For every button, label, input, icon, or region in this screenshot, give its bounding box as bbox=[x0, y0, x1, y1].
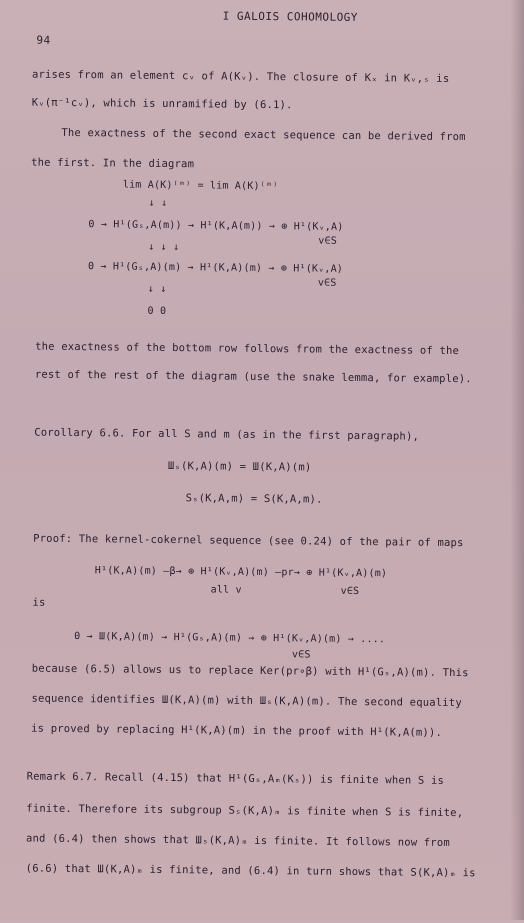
text-line: and (6.4) then shows that Шₛ(K,A)ₘ is finite. It follows now from bbox=[25, 832, 450, 849]
map-subscript: v∈S bbox=[340, 585, 360, 598]
text-line: Kᵥ(π⁻¹cᵥ), which is unramified by (6.1). bbox=[31, 96, 293, 112]
equation: Sₛ(K,A,m) = S(K,A,m). bbox=[185, 492, 323, 506]
sequence-line: 0 → Ш(K,A)(m) → H¹(Gₛ,A)(m) → ⊕ H¹(Kᵥ,A)(m) → .... bbox=[74, 631, 386, 646]
running-title: I GALOIS COHOMOLOGY bbox=[222, 9, 359, 24]
map-subscript: all v bbox=[210, 584, 242, 596]
map-line: H¹(K,A)(m) —β→ ⊕ H¹(Kᵥ,A)(m) —pr→ ⊕ H¹(Kᵥ,A)(m) bbox=[94, 565, 388, 580]
diagram-row: ↓ ↓ ↓ bbox=[148, 241, 180, 254]
diagram-subscript: v∈S bbox=[318, 235, 338, 247]
diagram-row: lim A(K)⁽ᵐ⁾ = lim A(K)⁽ᵐ⁾ bbox=[122, 179, 279, 193]
diagram-row: ↓ ↓ bbox=[148, 197, 168, 209]
text-line: (6.6) that Ш(K,A)ₘ is finite, and (6.4) in turn shows that S(K,A)ₘ is bbox=[25, 862, 476, 880]
equation: Шₛ(K,A)(m) = Ш(K,A)(m) bbox=[167, 460, 312, 474]
diagram-row: 0 → H¹(Gₛ,A)(m) → H¹(K,A)(m) → ⊕ H¹(Kᵥ,A) bbox=[87, 261, 344, 275]
corollary-title: Corollary 6.6. For all S and m (as in the first paragraph), bbox=[34, 426, 420, 443]
remark-line: Remark 6.7. Recall (4.15) that H¹(Gₛ,Aₘ(Kₛ)) is finite when S is bbox=[26, 770, 445, 787]
diagram-row: ↓ ↓ bbox=[147, 283, 167, 295]
text-line: arises from an element cᵥ of A(Kᵥ). The closure of Kₓ in Kᵥ,ₛ is bbox=[31, 68, 450, 85]
text-line: is bbox=[32, 596, 46, 609]
text-line: the exactness of the bottom row follows from the exactness of the bbox=[35, 340, 460, 358]
sequence-subscript: v∈S bbox=[291, 649, 311, 661]
page-edge-shadow bbox=[510, 0, 524, 920]
diagram-row: 0 → H¹(Gₛ,A(m)) → H¹(K,A(m)) → ⊕ H¹(Kᵥ,A) bbox=[88, 219, 344, 233]
text-line: because (6.5) allows us to replace Ker(pr∘β) with H¹(Gₛ,A)(m). This bbox=[31, 662, 469, 680]
text-line: finite. Therefore its subgroup Sₛ(K,A)ₘ is finite when S is finite, bbox=[26, 802, 464, 820]
diagram-row: 0 0 bbox=[147, 305, 167, 317]
text-line: rest of the rest of the diagram (use the snake lemma, for example). bbox=[34, 368, 472, 386]
text-line: sequence identifies Ш(K,A)(m) with Шₛ(K,A)(m). The second equality bbox=[31, 692, 462, 710]
text-line: The exactness of the second exact sequence can be derived from bbox=[61, 126, 466, 144]
proof-line: Proof: The kernel-cokernel sequence (see 0.24) of the pair of maps bbox=[33, 532, 464, 550]
text-line: is proved by replacing H¹(K,A)(m) in the proof with H¹(K,A(m)). bbox=[31, 722, 443, 739]
diagram-subscript: v∈S bbox=[317, 277, 337, 289]
text-line: the first. In the diagram bbox=[31, 156, 195, 171]
page-number: 94 bbox=[36, 33, 51, 47]
